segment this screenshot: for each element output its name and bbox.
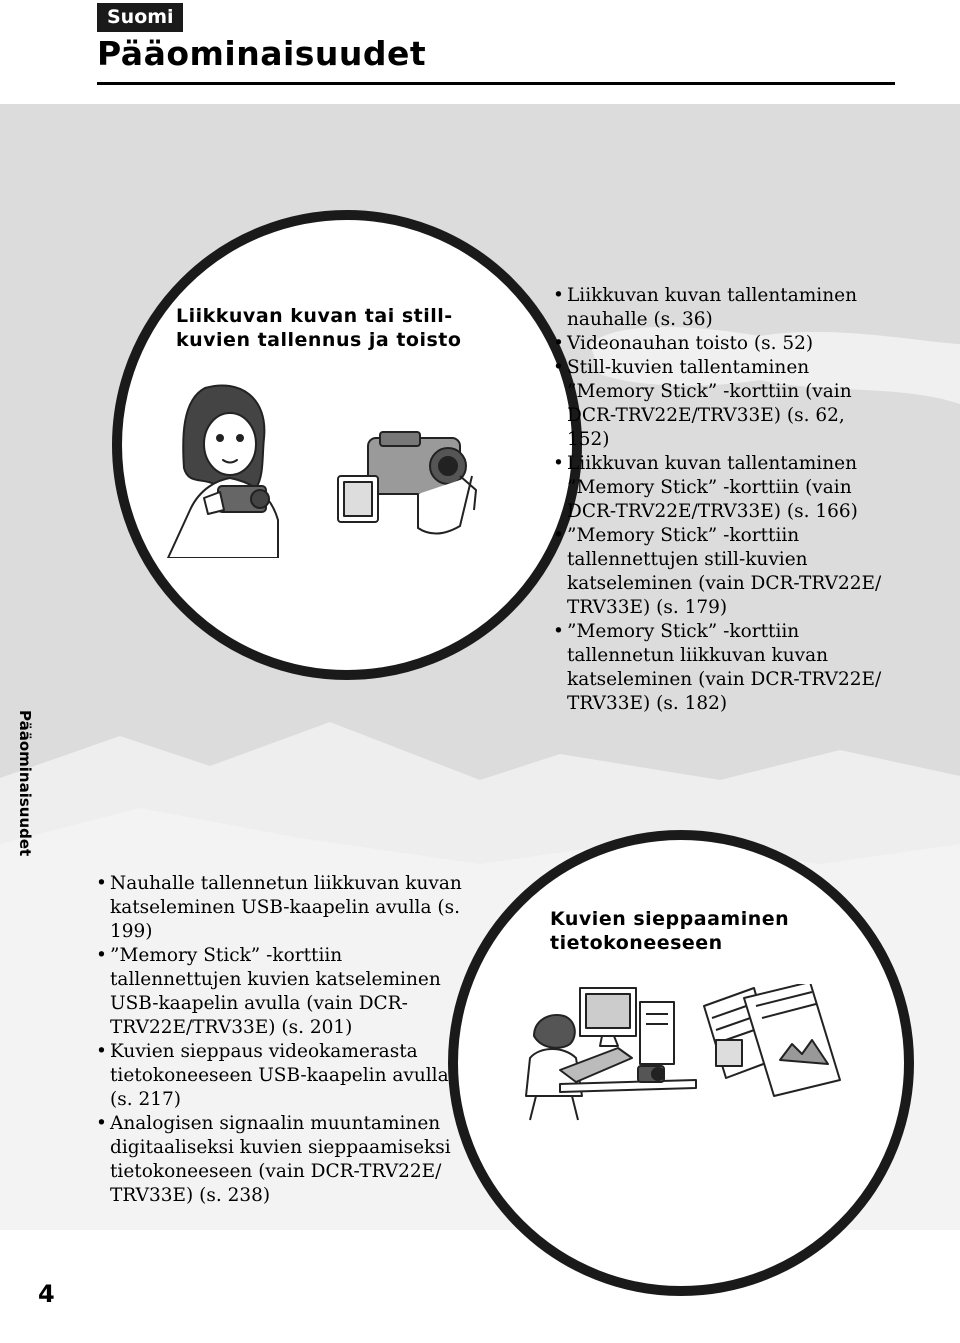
list-item: • ”Memory Stick” -korttiin tallennettujen kuvien katseleminen USB-kaapelin avulla (vain DCR-TRV22E/TRV33E) (s. 201) [98,944,464,1040]
person-at-computer-illustration [520,984,850,1124]
list-item: • Nauhalle tallennetun liikkuvan kuvan katseleminen USB-kaapelin avulla (s. 199) [98,872,464,944]
page-number: 4 [38,1280,55,1308]
list-item: • Still-kuvien tallentaminen ”Memory Stick” -korttiin (vain DCR-TRV22E/TRV33E) (s. 62, 152) [555,356,885,452]
language-tab: Suomi [97,3,183,32]
list-item: • ”Memory Stick” -korttiin tallennetun liikkuvan kuvan katseleminen (vain DCR-TRV22E/ TRV33E) (s. 182) [555,620,885,716]
list-item: • ”Memory Stick” -korttiin tallennettujen still-kuvien katseleminen (vain DCR-TRV22E/ TRV33E) (s. 179) [555,524,885,620]
page-title: Pääominaisuudet [97,34,427,73]
side-tab-label: Pääominaisuudet [16,710,34,857]
capture-feature-list [98,872,464,1208]
list-item: • Kuvien sieppaus videokamerasta tietokoneeseen USB-kaapelin avulla (s. 217) [98,1040,464,1112]
list-item: • Liikkuvan kuvan tallentaminen ”Memory Stick” -korttiin (vain DCR-TRV22E/TRV33E) (s. 166) [555,452,885,524]
woman-with-camcorder-illustration [160,380,480,558]
list-item: • Analogisen signaalin muuntaminen digitaaliseksi kuvien sieppaamiseksi tietokoneeseen (vain DCR-TRV22E/ TRV33E) (s. 238) [98,1112,464,1208]
title-rule [97,82,895,85]
recording-heading: Liikkuvan kuvan tai still-kuvien tallennus ja toisto [176,305,462,351]
recording-feature-list [555,284,885,716]
list-item: • Videonauhan toisto (s. 52) [555,332,885,356]
capture-heading: Kuvien sieppaaminen tietokoneeseen [550,908,790,954]
list-item: • Liikkuvan kuvan tallentaminen nauhalle (s. 36) [555,284,885,332]
